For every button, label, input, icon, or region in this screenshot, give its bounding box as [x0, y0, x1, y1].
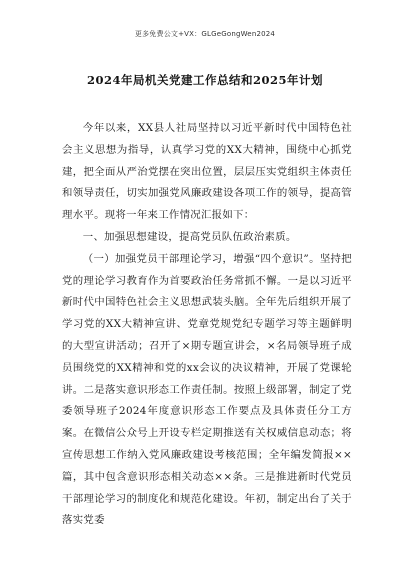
- section-heading: 一、加强思想建设，提高党员队伍政治素质。: [82, 230, 297, 243]
- intro-paragraph: 今年以来，XX县人社局坚持以习近平新时代中国特色社会主义思想为指导，认真学习党的XX大精神，围绕中心抓党建，把全面从严治党摆在突出位置，层层压实党组织主体责任和领导责任，切实加强党风廉政建设各项工作的领导，提高管理水平。现将一年来工作情况汇报如下：: [62, 122, 352, 222]
- header-note: 更多免费公文+VX：GLGeGongWen2024: [134, 30, 276, 38]
- document-body: [62, 118, 352, 532]
- document-title: 2024年局机关党建工作总结和2025年计划: [86, 73, 323, 87]
- body-paragraph: （一）加强党员干部理论学习，增强“四个意识”。坚持把党的理论学习教育作为首要政治任务常抓不懈。一是以习近平新时代中国特色社会主义思想武装头脑。全年先后组织开展了学习党的XX大精神宣讲、党章党规党纪专题学习等主题鲜明的大型宣讲活动；召开了×期专题宣讲会，×名局领导班子成员围绕党的XX精神和党的xx会议的决议精神，开展了党课轮讲。二是落实意识形态工作责任制。按照上级部署，制定了党委领导班子2024年度意识形态工作要点及具体责任分工方案。在微信公众号上开设专栏定期推送有关权威信息动态；将宣传思想工作纳入党风廉政建设考核范围；全年编发简报××篇，其中包含意识形态相关动态××条。三是推进新时代党员干部理论学习的制度化和规范化建设。年初，制定出台了关于落实党委: [62, 252, 352, 527]
